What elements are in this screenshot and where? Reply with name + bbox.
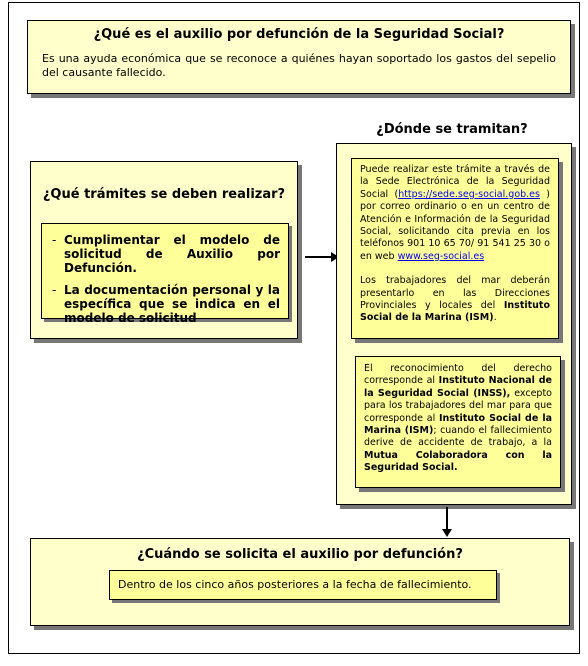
procedures-list — [50, 233, 280, 325]
seg-social-link[interactable]: www.seg-social.es — [397, 250, 485, 262]
what-is-title: ¿Qué es el auxilio por defunción de la Seguridad Social? — [93, 27, 505, 42]
sede-link[interactable]: https://sede.seg-social.gob.es — [398, 188, 540, 200]
where-box — [351, 158, 559, 339]
when-text: Dentro de los cinco años posteriores a la fecha de fallecimiento. — [118, 578, 472, 591]
procedures-box — [30, 161, 298, 339]
where-title: ¿Dónde se tramitan? — [376, 122, 528, 137]
when-text-box — [109, 570, 497, 600]
where-text: Puede realizar este trámite a través de la Sede Electrónica de la Seguridad Social (https://sede.seg-social.gob.es ) por correo ordinario o en un centro de Atención e Información de la Seguridad Social, solicitando cita previa en los teléfonos 901 10 65 70/ 91 541 25 30 o en web www.seg-social.es — [360, 164, 550, 262]
procedure-item-documents: - La documentación personal y la específica que se indica en el modelo de solicitud — [52, 283, 280, 325]
when-title: ¿Cuándo se solicita el auxilio por defunción? — [137, 547, 463, 562]
recognition-text: El reconocimiento del derecho corresponde al Instituto Nacional de la Seguridad Social (INSS), excepto para los trabajadores del mar para que corresponde al Instituto Social de la Marina (ISM); cuando el fallecimiento derive de accidente de trabajo, a la Mutua Colaboradora con la Seguridad Social. — [364, 363, 552, 474]
arrow-right — [305, 256, 333, 258]
what-is-text: Es una ayuda económica que se reconoce a quiénes hayan soportado los gastos del sepelio del causante fallecido. — [42, 52, 556, 79]
where-sea-text: Los trabajadores del mar deberán presentarlo en las Direcciones Provinciales y locales del Instituto Social de la Marina (ISM). — [360, 275, 550, 324]
procedures-title: ¿Qué trámites se deben realizar? — [42, 187, 286, 202]
arrow-down — [446, 507, 448, 531]
what-is-box — [27, 20, 571, 94]
arrow-down-head — [442, 529, 452, 537]
where-outer-box — [336, 143, 572, 505]
when-box — [30, 538, 570, 626]
procedures-list-box — [41, 223, 289, 325]
recognition-box — [355, 356, 561, 488]
procedure-item-form: - Cumplimentar el modelo de solicitud de Auxilio por Defunción. — [52, 233, 280, 275]
